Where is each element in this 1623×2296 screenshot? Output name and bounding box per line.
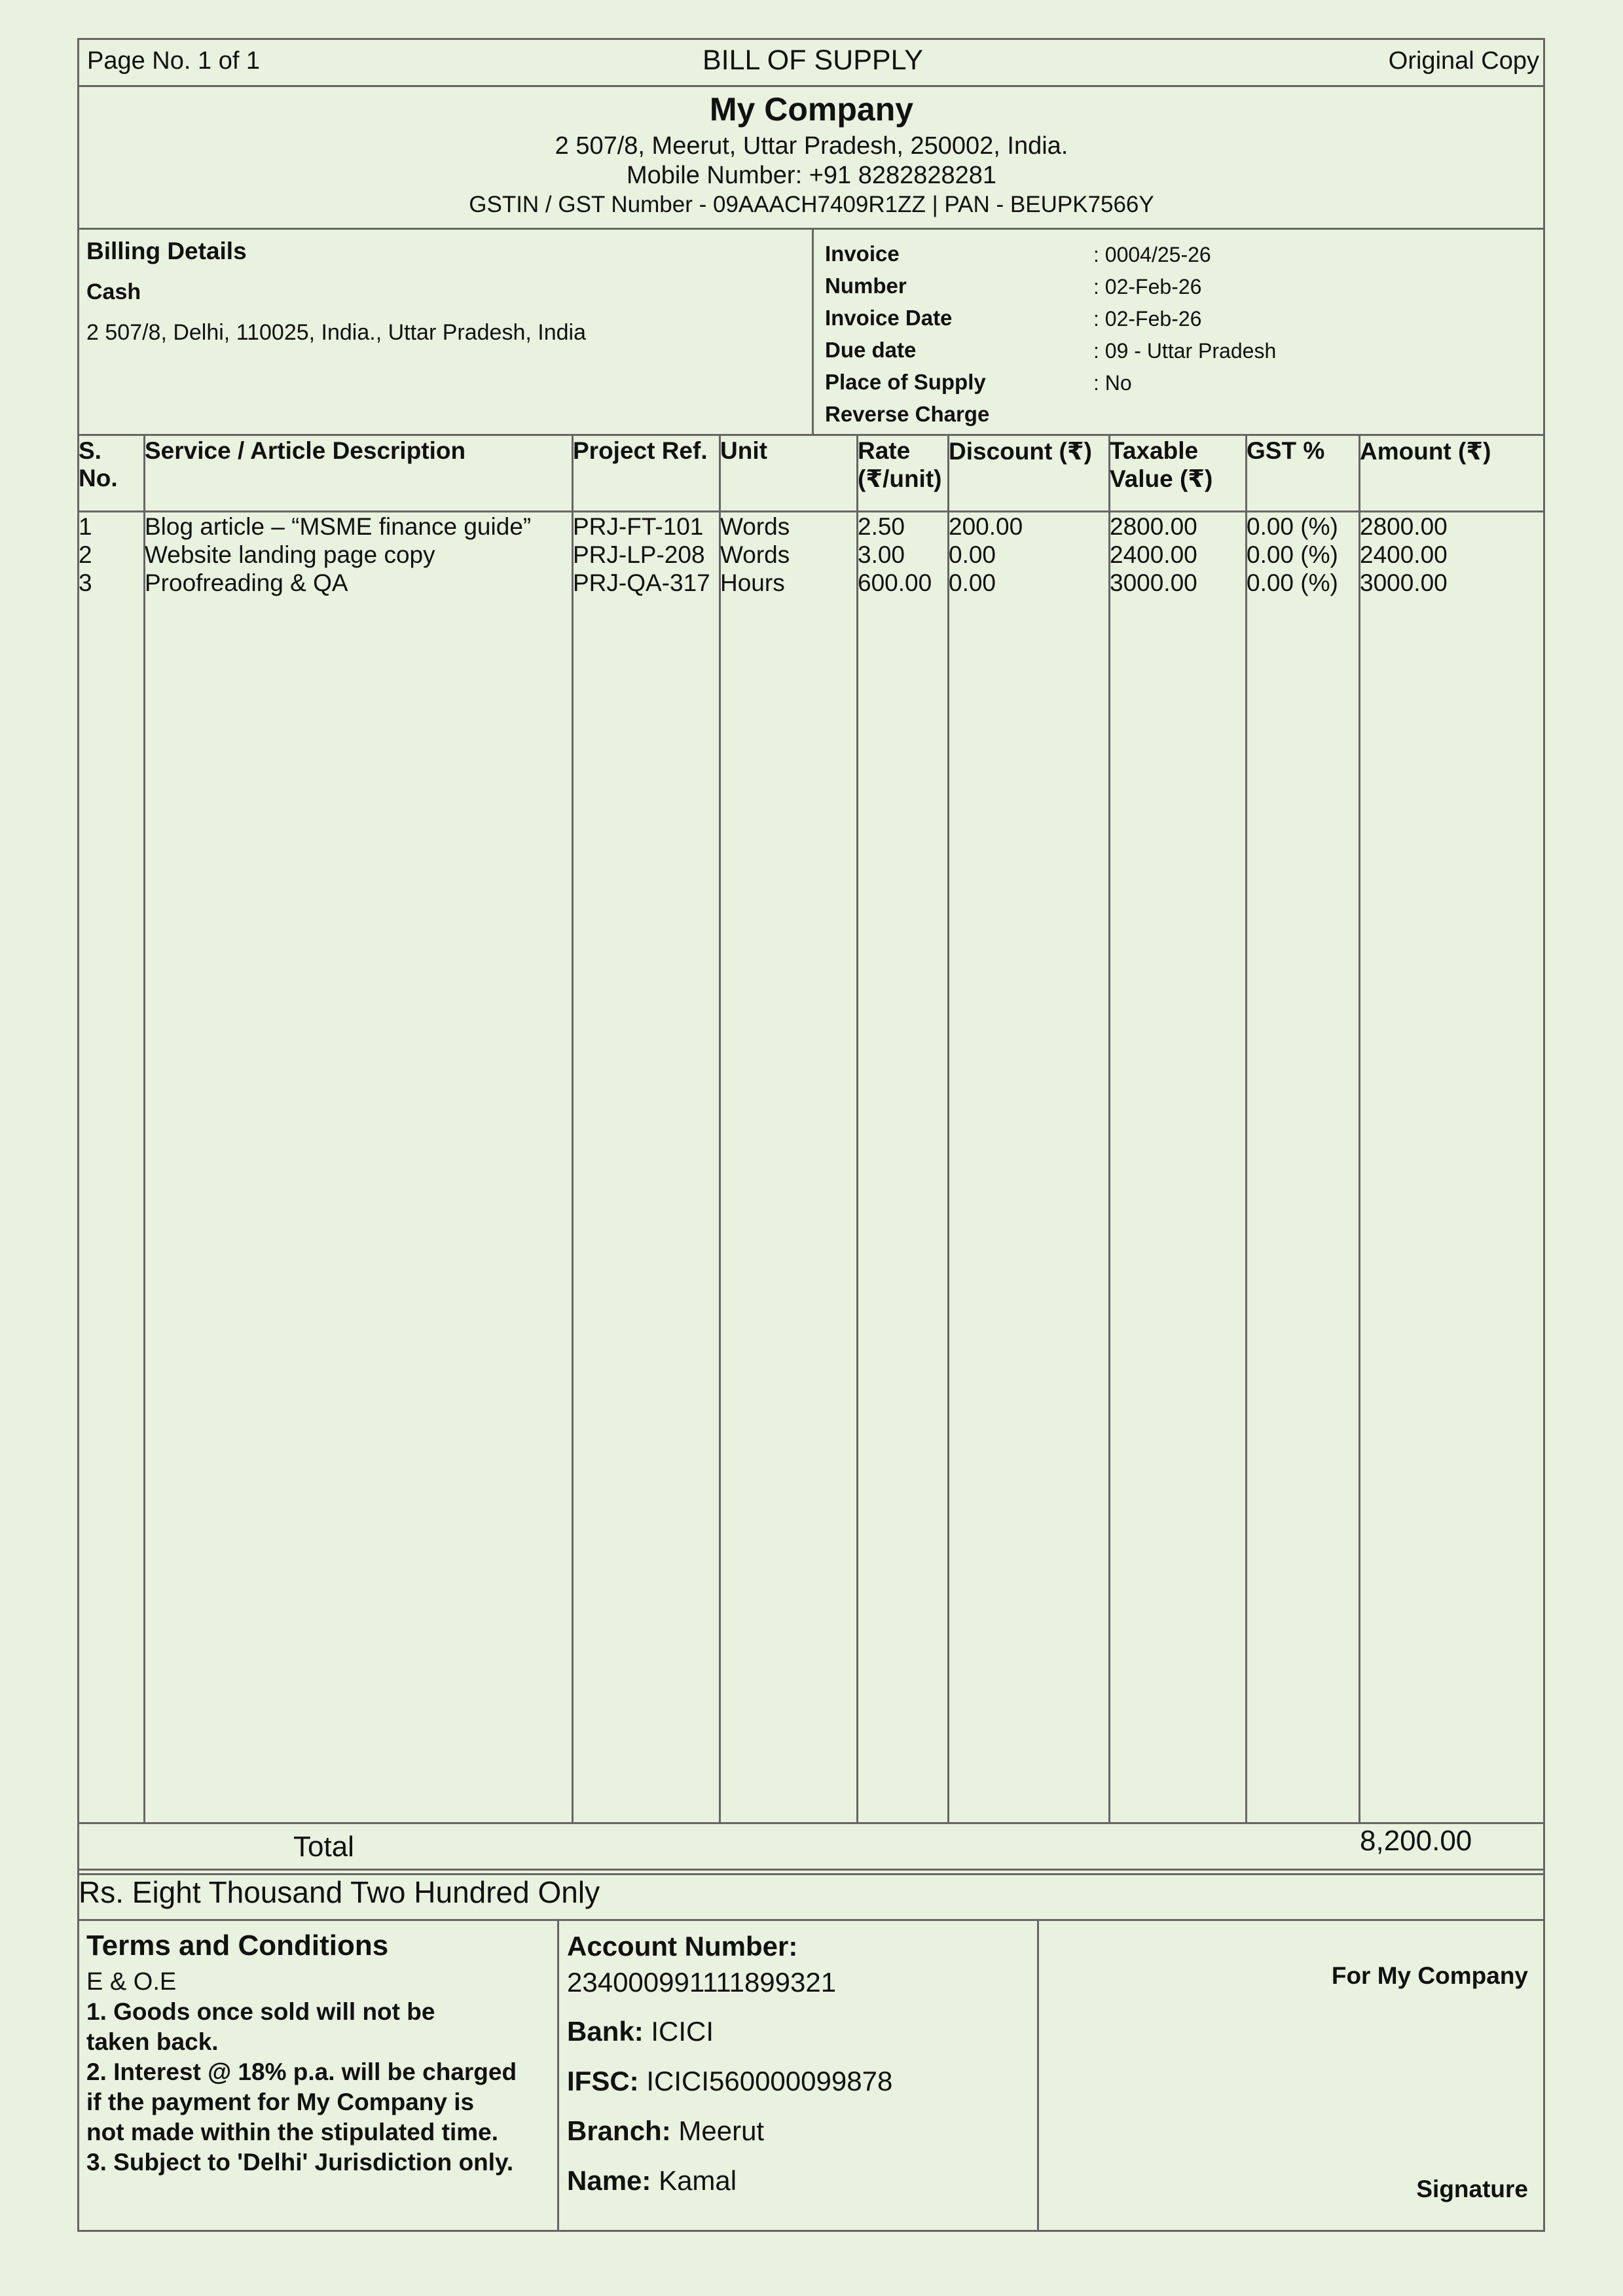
branch-value: Meerut	[678, 2115, 765, 2146]
col-divider	[1359, 434, 1360, 1822]
cell-amount: 3000.00	[1360, 569, 1448, 596]
divider	[77, 434, 1545, 436]
invoice-value: : 02-Feb-26	[1093, 307, 1202, 331]
col-divider	[947, 434, 949, 1822]
col-header-rate: (₹/unit)	[858, 465, 942, 492]
terms-line: not made within the stipulated time.	[86, 2119, 499, 2145]
invoice-label: Invoice	[825, 242, 900, 266]
col-divider	[572, 434, 574, 1822]
name-value: Kamal	[659, 2165, 737, 2196]
company-name: My Company	[709, 91, 914, 128]
cell-description: Blog article – “MSME finance guide”	[145, 513, 532, 540]
col-header-description: Service / Article Description	[145, 437, 466, 464]
bank-label: Bank:	[567, 2016, 644, 2047]
cell-gst: 0.00 (%)	[1247, 569, 1338, 596]
footer-divider	[557, 1919, 559, 2232]
divider	[77, 511, 1545, 512]
name-label: Name:	[567, 2165, 651, 2196]
invoice-value: : No	[1093, 371, 1132, 395]
col-divider	[856, 434, 858, 1822]
footer-divider	[1037, 1919, 1039, 2232]
cell-taxable: 2800.00	[1110, 513, 1197, 540]
cell-unit: Words	[720, 541, 790, 568]
invoice-value: : 0004/25-26	[1093, 243, 1211, 266]
for-company: For My Company	[1331, 1962, 1528, 1989]
branch	[567, 2115, 764, 2147]
copy-label: Original Copy	[1388, 47, 1539, 75]
terms-heading: Terms and Conditions	[86, 1929, 389, 1962]
col-header-unit: Unit	[720, 437, 767, 464]
cell-gst: 0.00 (%)	[1247, 541, 1338, 568]
cell-taxable: 3000.00	[1110, 569, 1197, 596]
col-divider	[1108, 434, 1110, 1822]
col-divider	[719, 434, 721, 1822]
invoice-label: Reverse Charge	[825, 402, 990, 426]
invoice-label: Number	[825, 274, 907, 298]
ifsc	[567, 2066, 892, 2097]
total-value: 8,200.00	[1360, 1825, 1472, 1857]
col-header-taxable: Value (₹)	[1110, 465, 1213, 492]
terms-line: taken back.	[86, 2028, 219, 2055]
col-header-rate: Rate	[858, 437, 911, 464]
cell-sno: 3	[79, 569, 92, 596]
total-label: Total	[293, 1831, 354, 1863]
account-number-value: 234000991111899321	[567, 1967, 837, 1998]
col-header-taxable: Taxable	[1110, 437, 1199, 464]
cell-discount: 200.00	[949, 513, 1023, 540]
bank-value: ICICI	[651, 2016, 714, 2047]
col-header-sno: S.	[79, 437, 101, 464]
ifsc-label: IFSC:	[567, 2066, 639, 2096]
cell-sno: 2	[79, 541, 92, 568]
branch-label: Branch:	[567, 2115, 671, 2146]
col-header-gst: GST %	[1247, 437, 1325, 464]
billing-heading: Billing Details	[86, 238, 247, 264]
col-header-sno: No.	[79, 465, 118, 492]
account-number-label: Account Number:	[567, 1931, 798, 1962]
col-divider	[1245, 434, 1247, 1822]
billing-name: Cash	[86, 279, 141, 304]
invoice-value: : 09 - Uttar Pradesh	[1093, 339, 1277, 363]
cell-unit: Words	[720, 513, 790, 540]
account-name	[567, 2165, 737, 2197]
divider	[77, 1869, 1545, 1871]
cell-description: Proofreading & QA	[145, 569, 348, 596]
cell-description: Website landing page copy	[145, 541, 435, 568]
billing-address: 2 507/8, Delhi, 110025, India., Uttar Pradesh, India	[86, 320, 586, 345]
terms-eoe: E & O.E	[86, 1968, 177, 1996]
cell-rate: 2.50	[858, 513, 905, 540]
cell-project: PRJ-QA-317	[573, 569, 710, 596]
divider	[77, 1822, 1545, 1824]
divider	[77, 1919, 1545, 1921]
amount-in-words: Rs. Eight Thousand Two Hundred Only	[79, 1875, 600, 1909]
invoice-label: Place of Supply	[825, 370, 986, 394]
divider	[812, 228, 814, 434]
cell-taxable: 2400.00	[1110, 541, 1197, 568]
signature-label: Signature	[1416, 2176, 1528, 2202]
cell-rate: 3.00	[858, 541, 905, 568]
cell-unit: Hours	[720, 569, 785, 596]
company-mobile: Mobile Number: +91 8282828281	[626, 162, 997, 189]
terms-line: 2. Interest @ 18% p.a. will be charged	[86, 2058, 517, 2085]
bank-name	[567, 2016, 714, 2047]
cell-amount: 2400.00	[1360, 541, 1448, 568]
cell-discount: 0.00	[949, 569, 996, 596]
invoice-label: Due date	[825, 338, 917, 362]
terms-line: 1. Goods once sold will not be	[86, 1998, 435, 2025]
cell-discount: 0.00	[949, 541, 996, 568]
cell-project: PRJ-FT-101	[573, 513, 704, 540]
cell-amount: 2800.00	[1360, 513, 1448, 540]
document-type: BILL OF SUPPLY	[702, 45, 923, 76]
ifsc-value: ICICI560000099878	[646, 2066, 893, 2096]
col-header-amount: Amount (₹)	[1360, 438, 1491, 465]
invoice-value: : 02-Feb-26	[1093, 275, 1202, 298]
divider	[77, 85, 1545, 87]
divider	[77, 228, 1545, 230]
company-address: 2 507/8, Meerut, Uttar Pradesh, 250002, India.	[555, 132, 1068, 160]
invoice-label: Invoice Date	[825, 306, 953, 330]
terms-line: 3. Subject to 'Delhi' Jurisdiction only.	[86, 2149, 514, 2176]
col-header-project: Project Ref.	[573, 437, 708, 464]
terms-line: if the payment for My Company is	[86, 2089, 475, 2115]
col-divider	[143, 434, 145, 1822]
cell-project: PRJ-LP-208	[573, 541, 705, 568]
page-number: Page No. 1 of 1	[87, 47, 261, 75]
cell-sno: 1	[79, 513, 92, 540]
cell-gst: 0.00 (%)	[1247, 513, 1338, 540]
company-gstin-pan: GSTIN / GST Number - 09AAACH7409R1ZZ | PAN - BEUPK7566Y	[469, 192, 1154, 217]
cell-rate: 600.00	[858, 569, 932, 596]
col-header-discount: Discount (₹)	[949, 438, 1092, 465]
